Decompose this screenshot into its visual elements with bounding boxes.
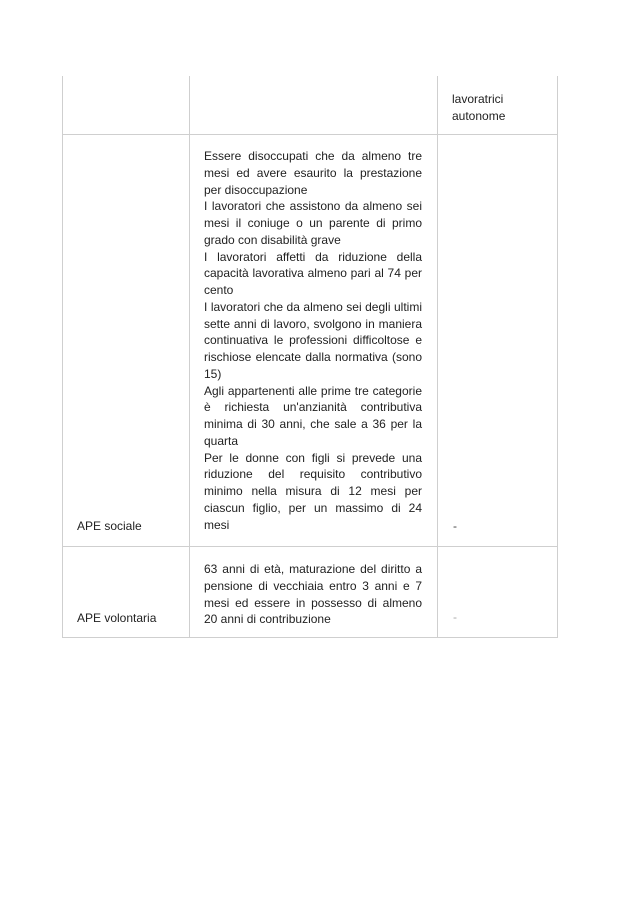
table-cell (452, 91, 505, 124)
text-line: capacità lavorativa almeno pari al 74 per (204, 266, 422, 281)
text-line: mesi ed avere esaurito la prestazione (204, 165, 422, 180)
text-line: I lavoratori affetti da riduzione della (204, 249, 422, 264)
requirement-paragraph (204, 148, 422, 198)
table-border (557, 76, 558, 638)
empty-cell-dash: - (453, 610, 457, 624)
text-line: Per le donne con figli si prevede una (204, 450, 422, 465)
text-line: quarta (204, 433, 239, 448)
ape-volontaria-requirements (204, 561, 422, 628)
text-line: Essere disoccupati che da almeno tre (204, 149, 422, 163)
text-line: cento (204, 283, 234, 297)
text-line: pensione di vecchiaia entro 3 anni e 7 (204, 578, 422, 593)
table-border (437, 76, 438, 638)
table-border (189, 76, 190, 638)
table-border (62, 637, 558, 638)
text-line: I lavoratori che da almeno sei degli ultimi (204, 299, 422, 314)
text-line: rischiose elencate dalla normativa (sono (204, 350, 422, 364)
requirement-paragraph (204, 561, 422, 628)
ape-sociale-requirements (204, 148, 422, 533)
table-border (62, 134, 558, 135)
text-line: è richiesta un'anzianità contributiva (204, 400, 422, 415)
text-line: minima di 30 anni, che sale a 36 per la (204, 417, 422, 431)
text-line: 63 anni di età, maturazione del diritto a (204, 562, 422, 576)
cell-text: lavoratrici (452, 92, 504, 106)
table-border (62, 546, 558, 547)
text-line: ciascun figlio, per un massimo di 24 (204, 500, 422, 515)
text-line: 20 anni di contribuzione (204, 612, 331, 627)
text-line: Agli appartenenti alle prime tre categorie (204, 383, 422, 398)
text-line: riduzione del requisito contributivo (204, 467, 422, 482)
text-line: 15) (204, 366, 222, 381)
requirement-paragraph (204, 299, 422, 383)
row-label-ape-volontaria: APE volontaria (77, 611, 157, 625)
text-line: I lavoratori che assistono da almeno sei (204, 199, 422, 214)
row-label-ape-sociale: APE sociale (77, 519, 142, 533)
text-line: per disoccupazione (204, 182, 308, 197)
empty-cell-dash: - (453, 519, 457, 533)
text-line: mesi (204, 517, 230, 532)
text-line: mesi ed essere in possesso di almeno (204, 595, 422, 610)
requirement-paragraph (204, 198, 422, 248)
table-border (62, 76, 63, 638)
requirement-paragraph (204, 383, 422, 450)
text-line: continuativa le professioni difficoltose e (204, 333, 422, 348)
requirement-paragraph (204, 249, 422, 299)
cell-text: autonome (452, 108, 506, 123)
text-line: mesi il coniuge o un parente di primo (204, 216, 422, 230)
text-line: minimo nella misura di 12 mesi per (204, 484, 422, 498)
text-line: grado con disabilità grave (204, 232, 341, 247)
text-line: sette anni di lavoro, svolgono in maniera (204, 316, 422, 331)
requirement-paragraph (204, 450, 422, 534)
